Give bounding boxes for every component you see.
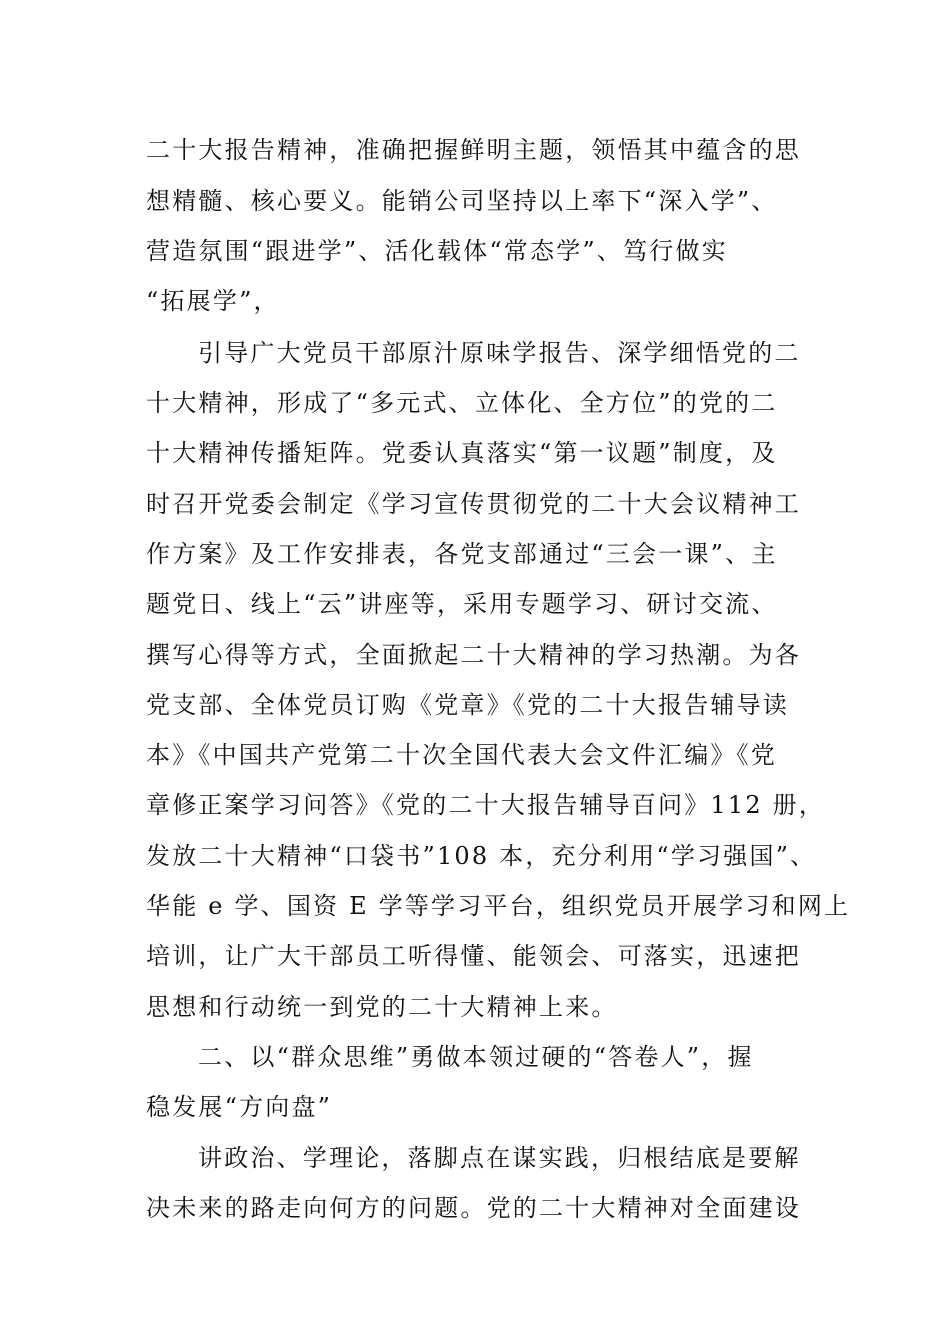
text-line: 二十大报告精神，准确把握鲜明主题，领悟其中蕴含的思 [146,136,801,164]
text-line: 营造氛围“跟进学”、活化载体“常态学”、笃行做实 [146,237,728,265]
text-line: 十大精神传播矩阵。党委认真落实“第一议题”制度，及 [146,439,778,467]
text-line: “拓展学”， [146,287,280,315]
text-line: 作方案》及工作安排表，各党支部通过“三会一课”、主 [146,540,778,568]
text-line: 发放二十大精神“口袋书”108 本，充分利用“学习强国”、 [146,842,817,870]
text-line: 十大精神，形成了“多元式、立体化、全方位”的党的二 [146,389,778,417]
text-line: 题党日、线上“云”讲座等，采用专题学习、研讨交流、 [146,590,778,618]
text-line: 本》《中国共产党第二十次全国代表大会文件汇编》《党 [146,741,777,769]
text-line: 撰写心得等方式，全面掀起二十大精神的学习热潮。为各 [146,641,801,669]
section-heading-line: 稳发展“方向盘” [146,1093,333,1121]
text-line: 章修正案学习问答》《党的二十大报告辅导百问》112 册， [146,791,826,819]
paragraph-start-line: 引导广大党员干部原汁原味学报告、深学细悟党的二 [198,339,801,367]
text-line: 党支部、全体党员订购《党章》《党的二十大报告辅导读 [146,691,789,719]
section-heading-line: 二、以“群众思维”勇做本领过硬的“答卷人”，握 [198,1043,754,1071]
text-line: 想精髓、核心要义。能销公司坚持以上率下“深入学”、 [146,187,778,215]
text-line: 培训，让广大干部员工听得懂、能领会、可落实，迅速把 [146,942,801,970]
text-line: 思想和行动统一到党的二十大精神上来。 [146,993,618,1021]
text-line: 决未来的路走向何方的问题。党的二十大精神对全面建设 [146,1194,801,1222]
text-line: 时召开党委会制定《学习宣传贯彻党的二十大会议精神工 [146,490,801,518]
paragraph-start-line: 讲政治、学理论，落脚点在谋实践，归根结底是要解 [198,1144,801,1172]
text-line: 华能 e 学、国资 E 学等学习平台，组织党员开展学习和网上 [146,892,851,920]
